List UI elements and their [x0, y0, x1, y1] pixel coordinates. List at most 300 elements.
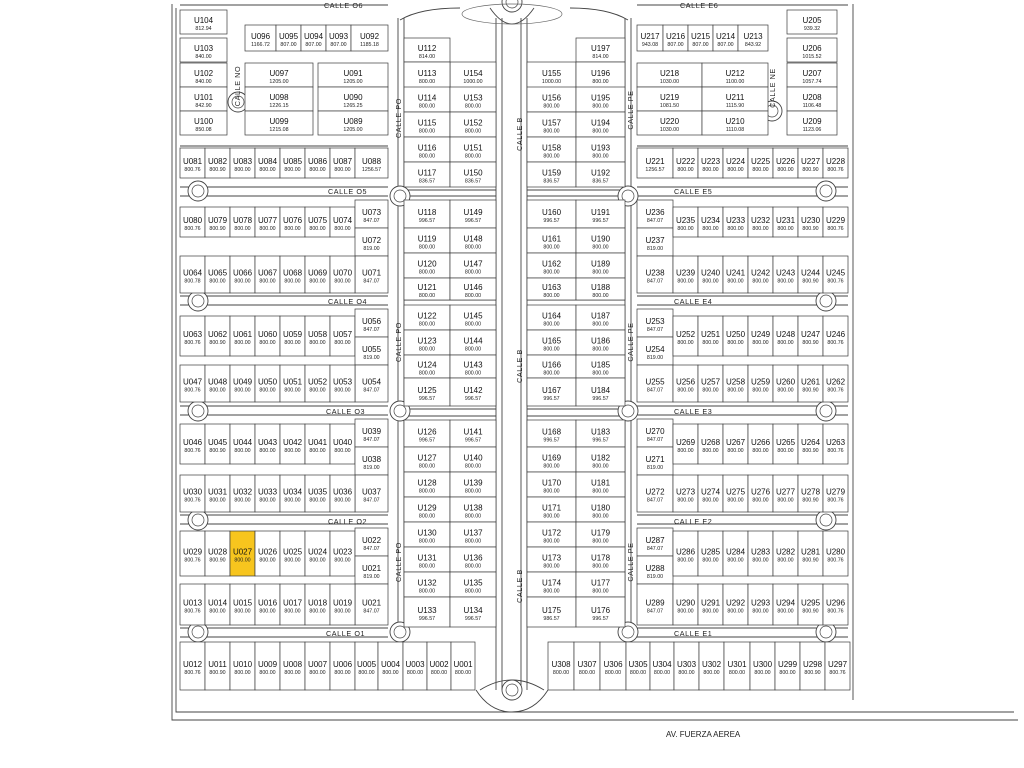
- lot-u081[interactable]: [180, 148, 205, 178]
- lot-u228[interactable]: [823, 148, 848, 178]
- lot-u112[interactable]: [404, 38, 450, 62]
- lot-u165[interactable]: [527, 330, 576, 355]
- lot-u125[interactable]: [404, 378, 450, 406]
- lot-u286[interactable]: [673, 531, 698, 576]
- lot-u243[interactable]: [773, 256, 798, 293]
- lot-u298[interactable]: [800, 642, 825, 690]
- lot-u166[interactable]: [527, 355, 576, 378]
- lot-u075[interactable]: [305, 207, 330, 237]
- lot-u188[interactable]: [576, 278, 625, 300]
- lot-u301[interactable]: [724, 642, 750, 690]
- lot-u143[interactable]: [450, 355, 496, 378]
- lot-u137[interactable]: [450, 522, 496, 547]
- lot-u049[interactable]: [230, 365, 255, 402]
- lot-u249[interactable]: [748, 316, 773, 356]
- lot-u179[interactable]: [576, 522, 625, 547]
- lot-u032[interactable]: [230, 475, 255, 512]
- lot-u128[interactable]: [404, 472, 450, 497]
- lot-u017[interactable]: [280, 584, 305, 625]
- lot-u268[interactable]: [698, 424, 723, 464]
- lot-u022[interactable]: [355, 528, 388, 556]
- lot-u253[interactable]: [637, 309, 673, 337]
- lot-u160[interactable]: [527, 200, 576, 228]
- lot-u303[interactable]: [674, 642, 699, 690]
- lot-u083[interactable]: [230, 148, 255, 178]
- lot-u294[interactable]: [773, 584, 798, 625]
- lot-u194[interactable]: [576, 112, 625, 137]
- lot-u215[interactable]: [688, 25, 713, 51]
- lot-u145[interactable]: [450, 305, 496, 330]
- lot-u070[interactable]: [330, 256, 355, 293]
- lot-u033[interactable]: [255, 475, 280, 512]
- lot-u036[interactable]: [330, 475, 355, 512]
- lot-u223[interactable]: [698, 148, 723, 178]
- lot-u015[interactable]: [230, 584, 255, 625]
- lot-u219[interactable]: [637, 87, 702, 111]
- lot-u011[interactable]: [205, 642, 230, 690]
- lot-u080[interactable]: [180, 207, 205, 237]
- lot-u289[interactable]: [637, 584, 673, 625]
- lot-u103[interactable]: [180, 38, 227, 62]
- lot-u259[interactable]: [748, 365, 773, 402]
- lot-u296[interactable]: [823, 584, 848, 625]
- lot-u124[interactable]: [404, 355, 450, 378]
- lot-u037[interactable]: [355, 475, 388, 512]
- lot-u119[interactable]: [404, 228, 450, 253]
- lot-u299[interactable]: [775, 642, 800, 690]
- lot-u118[interactable]: [404, 200, 450, 228]
- lot-u051[interactable]: [280, 365, 305, 402]
- lot-u093[interactable]: [326, 25, 351, 51]
- lot-u217[interactable]: [637, 25, 663, 51]
- lot-u123[interactable]: [404, 330, 450, 355]
- lot-u222[interactable]: [673, 148, 698, 178]
- lot-u035[interactable]: [305, 475, 330, 512]
- lot-u183[interactable]: [576, 420, 625, 447]
- lot-u092[interactable]: [351, 25, 388, 51]
- lot-u041[interactable]: [305, 424, 330, 464]
- lot-u288[interactable]: [637, 556, 673, 584]
- lot-u157[interactable]: [527, 112, 576, 137]
- lot-u172[interactable]: [527, 522, 576, 547]
- lot-u196[interactable]: [576, 62, 625, 88]
- lot-u156[interactable]: [527, 87, 576, 112]
- lot-u308[interactable]: [548, 642, 574, 690]
- lot-u191[interactable]: [576, 200, 625, 228]
- lot-u246[interactable]: [823, 316, 848, 356]
- lot-u227[interactable]: [798, 148, 823, 178]
- lot-u262[interactable]: [823, 365, 848, 402]
- lot-u282[interactable]: [773, 531, 798, 576]
- lot-u002[interactable]: [427, 642, 451, 690]
- lot-u297[interactable]: [825, 642, 850, 690]
- lot-area: 800.00: [727, 340, 744, 346]
- lot-u211[interactable]: [702, 87, 768, 111]
- lot-u271[interactable]: [637, 447, 673, 475]
- lot-u084[interactable]: [255, 148, 280, 178]
- lot-u287[interactable]: [637, 528, 673, 556]
- lot-u280[interactable]: [823, 531, 848, 576]
- lot-u214[interactable]: [713, 25, 738, 51]
- lot-u261[interactable]: [798, 365, 823, 402]
- lot-u285[interactable]: [698, 531, 723, 576]
- lot-u195[interactable]: [576, 87, 625, 112]
- lot-u142[interactable]: [450, 378, 496, 406]
- lot-u134[interactable]: [450, 597, 496, 627]
- lot-u244[interactable]: [798, 256, 823, 293]
- lot-u229[interactable]: [823, 207, 848, 237]
- lot-u021[interactable]: [355, 556, 388, 584]
- lot-u059[interactable]: [280, 316, 305, 356]
- lot-u295[interactable]: [798, 584, 823, 625]
- lot-u173[interactable]: [527, 547, 576, 572]
- lot-u159[interactable]: [527, 162, 576, 187]
- lot-u021-b[interactable]: [355, 584, 388, 625]
- lot-u085[interactable]: [280, 148, 305, 178]
- lot-u182[interactable]: [576, 447, 625, 472]
- lot-u091[interactable]: [318, 63, 388, 87]
- lot-u068[interactable]: [280, 256, 305, 293]
- lot-u013[interactable]: [180, 584, 205, 625]
- lot-u095[interactable]: [276, 25, 301, 51]
- lot-u306[interactable]: [600, 642, 626, 690]
- lot-u114[interactable]: [404, 87, 450, 112]
- lot-u135[interactable]: [450, 572, 496, 597]
- lot-u025[interactable]: [280, 531, 305, 576]
- lot-u005[interactable]: [355, 642, 378, 690]
- lot-u136[interactable]: [450, 547, 496, 572]
- lot-u131[interactable]: [404, 547, 450, 572]
- lot-u138[interactable]: [450, 497, 496, 522]
- lot-u115[interactable]: [404, 112, 450, 137]
- lot-u141[interactable]: [450, 420, 496, 447]
- lot-u098[interactable]: [245, 87, 313, 111]
- lot-u116[interactable]: [404, 137, 450, 162]
- lot-u185[interactable]: [576, 355, 625, 378]
- lot-u239[interactable]: [673, 256, 698, 293]
- lot-u208[interactable]: [787, 87, 837, 111]
- lot-u256[interactable]: [673, 365, 698, 402]
- lot-u264[interactable]: [798, 424, 823, 464]
- lot-u076[interactable]: [280, 207, 305, 237]
- lot-u027[interactable]: [230, 531, 255, 576]
- lot-u250[interactable]: [723, 316, 748, 356]
- lot-u042[interactable]: [280, 424, 305, 464]
- lot-u232[interactable]: [748, 207, 773, 237]
- lot-u148[interactable]: [450, 228, 496, 253]
- lot-number: U308: [551, 660, 571, 669]
- lot-u238[interactable]: [637, 256, 673, 293]
- lot-u162[interactable]: [527, 253, 576, 278]
- lot-u151[interactable]: [450, 137, 496, 162]
- lot-u132[interactable]: [404, 572, 450, 597]
- lot-u212[interactable]: [702, 63, 768, 87]
- lot-u302[interactable]: [699, 642, 724, 690]
- lot-u206[interactable]: [787, 38, 837, 62]
- lot-u101[interactable]: [180, 87, 227, 111]
- lot-u252[interactable]: [673, 316, 698, 356]
- lot-u257[interactable]: [698, 365, 723, 402]
- lot-u169[interactable]: [527, 447, 576, 472]
- lot-u304[interactable]: [650, 642, 674, 690]
- lot-u231[interactable]: [773, 207, 798, 237]
- lot-u184[interactable]: [576, 378, 625, 406]
- lot-u193[interactable]: [576, 137, 625, 162]
- lot-u009[interactable]: [255, 642, 280, 690]
- lot-u146[interactable]: [450, 278, 496, 300]
- lot-u121[interactable]: [404, 278, 450, 300]
- lot-u038[interactable]: [355, 447, 388, 475]
- lot-u233[interactable]: [723, 207, 748, 237]
- lot-u140[interactable]: [450, 447, 496, 472]
- lot-u018[interactable]: [305, 584, 330, 625]
- lot-u177[interactable]: [576, 572, 625, 597]
- lot-u019[interactable]: [330, 584, 355, 625]
- lot-u031[interactable]: [205, 475, 230, 512]
- lot-u213[interactable]: [738, 25, 768, 51]
- lot-u044[interactable]: [230, 424, 255, 464]
- lot-u152[interactable]: [450, 112, 496, 137]
- lot-u120[interactable]: [404, 253, 450, 278]
- lot-u052[interactable]: [305, 365, 330, 402]
- lot-u071[interactable]: [355, 256, 388, 293]
- lot-u272[interactable]: [637, 475, 673, 512]
- lot-u226[interactable]: [773, 148, 798, 178]
- lot-u102[interactable]: [180, 63, 227, 87]
- lot-u290[interactable]: [673, 584, 698, 625]
- lot-u242[interactable]: [748, 256, 773, 293]
- lot-u210[interactable]: [702, 111, 768, 135]
- lot-u274[interactable]: [698, 475, 723, 512]
- lot-u209[interactable]: [787, 111, 837, 135]
- lot-u144[interactable]: [450, 330, 496, 355]
- lot-u133[interactable]: [404, 597, 450, 627]
- lot-u078[interactable]: [230, 207, 255, 237]
- lot-u056[interactable]: [355, 309, 388, 337]
- roundabout: [816, 181, 836, 201]
- lot-u293[interactable]: [748, 584, 773, 625]
- lot-number: U227: [800, 157, 821, 166]
- lot-u062[interactable]: [205, 316, 230, 356]
- lot-u147[interactable]: [450, 253, 496, 278]
- lot-u088[interactable]: [355, 148, 388, 178]
- lot-area: 939.32: [803, 26, 821, 32]
- lot-u284[interactable]: [723, 531, 748, 576]
- lot-u273[interactable]: [673, 475, 698, 512]
- lot-u218[interactable]: [637, 63, 702, 87]
- lot-u034[interactable]: [280, 475, 305, 512]
- lot-u067[interactable]: [255, 256, 280, 293]
- lot-u258[interactable]: [723, 365, 748, 402]
- lot-u187[interactable]: [576, 305, 625, 330]
- lot-u001[interactable]: [451, 642, 475, 690]
- lot-u277[interactable]: [773, 475, 798, 512]
- lot-u281[interactable]: [798, 531, 823, 576]
- lot-u153[interactable]: [450, 87, 496, 112]
- lot-u278[interactable]: [798, 475, 823, 512]
- lot-u086[interactable]: [305, 148, 330, 178]
- lot-u174[interactable]: [527, 572, 576, 597]
- lot-u047[interactable]: [180, 365, 205, 402]
- lot-u149[interactable]: [450, 200, 496, 228]
- lot-u291[interactable]: [698, 584, 723, 625]
- lot-u053[interactable]: [330, 365, 355, 402]
- lot-u175[interactable]: [527, 597, 576, 627]
- lot-u197[interactable]: [576, 38, 625, 62]
- lot-u220[interactable]: [637, 111, 702, 135]
- lot-u007[interactable]: [305, 642, 330, 690]
- lot-u077[interactable]: [255, 207, 280, 237]
- lot-u205[interactable]: [787, 10, 837, 34]
- lot-u161[interactable]: [527, 228, 576, 253]
- lot-u260[interactable]: [773, 365, 798, 402]
- lot-u170[interactable]: [527, 472, 576, 497]
- lot-u235[interactable]: [673, 207, 698, 237]
- lot-u040[interactable]: [330, 424, 355, 464]
- lot-u129[interactable]: [404, 497, 450, 522]
- lot-u008[interactable]: [280, 642, 305, 690]
- lot-u154[interactable]: [450, 62, 496, 88]
- lot-u207[interactable]: [787, 63, 837, 87]
- lot-u225[interactable]: [748, 148, 773, 178]
- lot-u057[interactable]: [330, 316, 355, 356]
- lot-u190[interactable]: [576, 228, 625, 253]
- lot-u069[interactable]: [305, 256, 330, 293]
- lot-u082[interactable]: [205, 148, 230, 178]
- lot-u155[interactable]: [527, 62, 576, 88]
- lot-u079[interactable]: [205, 207, 230, 237]
- lot-u023[interactable]: [330, 531, 355, 576]
- lot-u024[interactable]: [305, 531, 330, 576]
- lot-u104[interactable]: [180, 10, 227, 34]
- lot-u122[interactable]: [404, 305, 450, 330]
- lot-u099[interactable]: [245, 111, 313, 135]
- lot-u066[interactable]: [230, 256, 255, 293]
- lot-u090[interactable]: [318, 87, 388, 111]
- lot-u028[interactable]: [205, 531, 230, 576]
- lot-u054[interactable]: [355, 365, 388, 402]
- lot-u096[interactable]: [245, 25, 276, 51]
- lot-u063[interactable]: [180, 316, 205, 356]
- lot-u074[interactable]: [330, 207, 355, 237]
- lot-u130[interactable]: [404, 522, 450, 547]
- lot-u048[interactable]: [205, 365, 230, 402]
- lot-u275[interactable]: [723, 475, 748, 512]
- lot-u010[interactable]: [230, 642, 255, 690]
- lot-u180[interactable]: [576, 497, 625, 522]
- lot-u292[interactable]: [723, 584, 748, 625]
- lot-u237[interactable]: [637, 228, 673, 256]
- lot-u045[interactable]: [205, 424, 230, 464]
- lot-u016[interactable]: [255, 584, 280, 625]
- lot-u216[interactable]: [663, 25, 688, 51]
- lot-u061[interactable]: [230, 316, 255, 356]
- lot-u230[interactable]: [798, 207, 823, 237]
- lot-u097[interactable]: [245, 63, 313, 87]
- lot-u064[interactable]: [180, 256, 205, 293]
- lot-u094[interactable]: [301, 25, 326, 51]
- lot-u171[interactable]: [527, 497, 576, 522]
- lot-u265[interactable]: [773, 424, 798, 464]
- lot-u150[interactable]: [450, 162, 496, 187]
- lot-u300[interactable]: [750, 642, 775, 690]
- lot-u307[interactable]: [574, 642, 600, 690]
- lot-u266[interactable]: [748, 424, 773, 464]
- lot-u003[interactable]: [403, 642, 427, 690]
- lot-u065[interactable]: [205, 256, 230, 293]
- lot-u127[interactable]: [404, 447, 450, 472]
- lot-u263[interactable]: [823, 424, 848, 464]
- lot-u139[interactable]: [450, 472, 496, 497]
- lot-u126[interactable]: [404, 420, 450, 447]
- lot-u158[interactable]: [527, 137, 576, 162]
- lot-u163[interactable]: [527, 278, 576, 300]
- lot-u089[interactable]: [318, 111, 388, 135]
- lot-u167[interactable]: [527, 378, 576, 406]
- lot-u234[interactable]: [698, 207, 723, 237]
- lot-u181[interactable]: [576, 472, 625, 497]
- lot-u168[interactable]: [527, 420, 576, 447]
- lot-u254[interactable]: [637, 337, 673, 365]
- lot-u046[interactable]: [180, 424, 205, 464]
- lot-u043[interactable]: [255, 424, 280, 464]
- lot-u006[interactable]: [330, 642, 355, 690]
- lot-u255[interactable]: [637, 365, 673, 402]
- lot-u240[interactable]: [698, 256, 723, 293]
- lot-u055[interactable]: [355, 337, 388, 365]
- lot-number: U178: [590, 553, 611, 563]
- lot-u276[interactable]: [748, 475, 773, 512]
- lot-u305[interactable]: [626, 642, 650, 690]
- lot-u030[interactable]: [180, 475, 205, 512]
- lot-u050[interactable]: [255, 365, 280, 402]
- lot-u248[interactable]: [773, 316, 798, 356]
- lot-u269[interactable]: [673, 424, 698, 464]
- lot-u012[interactable]: [180, 642, 205, 690]
- lot-u189[interactable]: [576, 253, 625, 278]
- lot-u178[interactable]: [576, 547, 625, 572]
- lot-u236[interactable]: [637, 200, 673, 228]
- lot-u058[interactable]: [305, 316, 330, 356]
- lot-u224[interactable]: [723, 148, 748, 178]
- lot-u026[interactable]: [255, 531, 280, 576]
- lot-u186[interactable]: [576, 330, 625, 355]
- lot-u100[interactable]: [180, 111, 227, 135]
- lot-u072[interactable]: [355, 228, 388, 256]
- lot-u029[interactable]: [180, 531, 205, 576]
- lot-u087[interactable]: [330, 148, 355, 178]
- lot-u117[interactable]: [404, 162, 450, 187]
- lot-u039[interactable]: [355, 419, 388, 447]
- lot-u251[interactable]: [698, 316, 723, 356]
- lot-u004[interactable]: [378, 642, 403, 690]
- lot-u073[interactable]: [355, 200, 388, 228]
- lot-u267[interactable]: [723, 424, 748, 464]
- lot-u164[interactable]: [527, 305, 576, 330]
- lot-u283[interactable]: [748, 531, 773, 576]
- lot-u241[interactable]: [723, 256, 748, 293]
- lot-u176[interactable]: [576, 597, 625, 627]
- lot-u060[interactable]: [255, 316, 280, 356]
- lot-u245[interactable]: [823, 256, 848, 293]
- lot-u221[interactable]: [637, 148, 673, 178]
- lot-u192[interactable]: [576, 162, 625, 187]
- lot-u270[interactable]: [637, 419, 673, 447]
- lot-u113[interactable]: [404, 62, 450, 88]
- lot-u014[interactable]: [205, 584, 230, 625]
- lot-u279[interactable]: [823, 475, 848, 512]
- lot-u247[interactable]: [798, 316, 823, 356]
